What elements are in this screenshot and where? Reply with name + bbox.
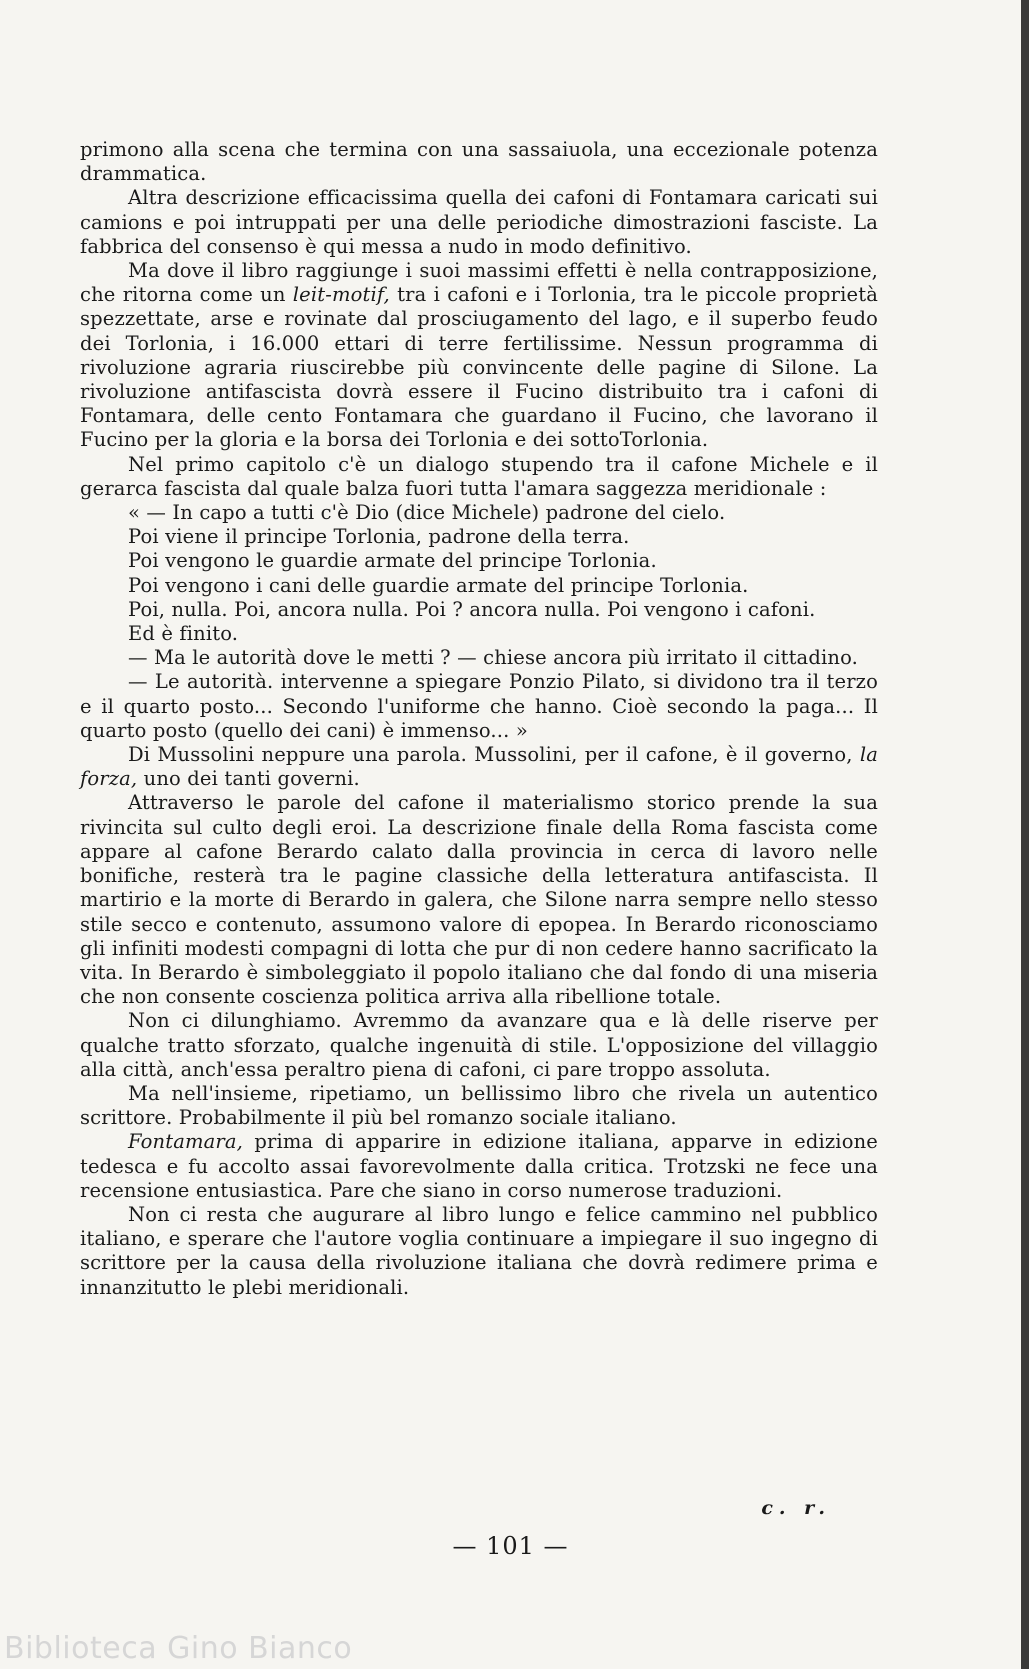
italic-term: leit-motif, <box>292 283 390 307</box>
dialogue-line: Poi vengono le guardie armate del principe Torlonia. <box>128 549 657 573</box>
paragraph: Attraverso le parole del cafone il materialismo storico prende la sua rivincita sul culto degli eroi. La descrizione finale della Roma fascista come appare al cafone Berardo calato dalla provincia in cerca di lavoro nelle bonifiche, resterà tra le pagine classiche della letteratura antifascista. Il martirio e la morte di Berardo in galera, che Silone narra sempre nello stesso stile secco e contenuto, assumono valore di epopea. In Berardo riconosciamo gli infiniti modesti compagni di lotta che pur di non cedere hanno sacrificato la vita. In Berardo è simboleggiato il popolo italiano che dal fondo di una miseria che non consente coscienza politica arriva alla ribellione totale. <box>80 791 878 1009</box>
text-run: uno dei tanti governi. <box>143 767 360 791</box>
dialogue-line: Ed è finito. <box>128 622 239 646</box>
dialogue-line: Poi vengono i cani delle guardie armate del principe Torlonia. <box>128 573 749 597</box>
paragraph: primono alla scena che termina con una sassaiuola, una eccezionale potenza drammatica. <box>80 138 878 186</box>
page-number: — 101 — <box>452 1532 569 1560</box>
italic-term: Fontamara, <box>128 1130 243 1154</box>
paragraph: Non ci resta che augurare al libro lungo e felice cammino nel pubblico italiano, e sperare che l'autore voglia continuare a impiegare il suo ingegno di scrittore per la causa della rivoluzione italiana che dovrà redimere prima e innanzitutto le plebi meridionali. <box>80 1202 878 1299</box>
text-run: Ma dove il libro raggiunge i suoi massimi effetti è nella contrapposizione, che ritorna come un <box>80 259 878 307</box>
paragraph: Non ci dilunghiamo. Avremmo da avanzare qua e là delle riserve per qualche tratto sforzato, qualche ingenuità di stile. L'opposizione del villaggio alla città, anch'essa peraltro piena di cafoni, ci pare troppo assoluta. <box>80 1009 878 1081</box>
dialogue-line: — Ma le autorità dove le metti ? — chiese ancora più irritato il cittadino. <box>128 646 858 670</box>
paragraph <box>80 1130 878 1203</box>
paragraph <box>80 259 878 453</box>
paragraph: Nel primo capitolo c'è un dialogo stupendo tra il cafone Michele e il gerarca fascista dal quale balza fuori tutta l'amara saggezza meridionale : <box>80 452 878 500</box>
dialogue-line: Poi viene il principe Torlonia, padrone della terra. <box>128 525 630 549</box>
paragraph: Altra descrizione efficacissima quella dei cafoni di Fontamara caricati sui camions e poi intruppati per una delle periodiche dimostrazioni fasciste. La fabbrica del consenso è qui messa a nudo in modo definitivo. <box>80 186 878 258</box>
paragraph: Ma nell'insieme, ripetiamo, un bellissimo libro che rivela un autentico scrittore. Probabilmente il più bel romanzo sociale italiano. <box>80 1081 878 1130</box>
text-run: Di Mussolini neppure una parola. Mussolini, per il cafone, è il governo, <box>128 743 853 767</box>
dialogue-line: Poi, nulla. Poi, ancora nulla. Poi ? ancora nulla. Poi vengono i cafoni. <box>128 597 816 621</box>
text-run: prima di apparire in edizione italiana, apparve in edizione tedesca e fu accolto assai favorevolmente dalla critica. Trotzski ne fece una recensione entusiastica. Pare che siano in corso numerose traduzioni. <box>80 1130 878 1202</box>
paragraph <box>80 743 878 791</box>
library-watermark: Biblioteca Gino Bianco <box>4 1631 353 1666</box>
dialogue-line: « — In capo a tutti c'è Dio (dice Michele) padrone del cielo. <box>128 501 726 525</box>
dialogue-line: — Le autorità. intervenne a spiegare Ponzio Pilato, si dividono tra il terzo e il quarto posto... Secondo l'uniforme che hanno. Cioè secondo la paga... Il quarto posto (quello dei cani) è immenso... » <box>80 670 878 742</box>
italic-term: la forza, <box>80 743 878 791</box>
text-run: tra i cafoni e i Torlonia, tra le piccole proprietà spezzettate, arse e rovinate dal prosciugamento del lago, e il superbo feudo dei Torlonia, i 16.000 ettari di terre fertilissime. Nessun programma di rivoluzione agraria riuscirebbe più convincente delle pagine di Silone. La rivoluzione antifascista dovrà essere il Fucino distribuito tra i cafoni di Fontamara, delle cento Fontamara che guardano il Fucino, che lavorano il Fucino per la gloria e la borsa dei Torlonia e dei sottoTorlonia. <box>80 283 878 452</box>
body-text <box>80 138 878 1300</box>
author-signature: c. r. <box>761 1497 831 1519</box>
